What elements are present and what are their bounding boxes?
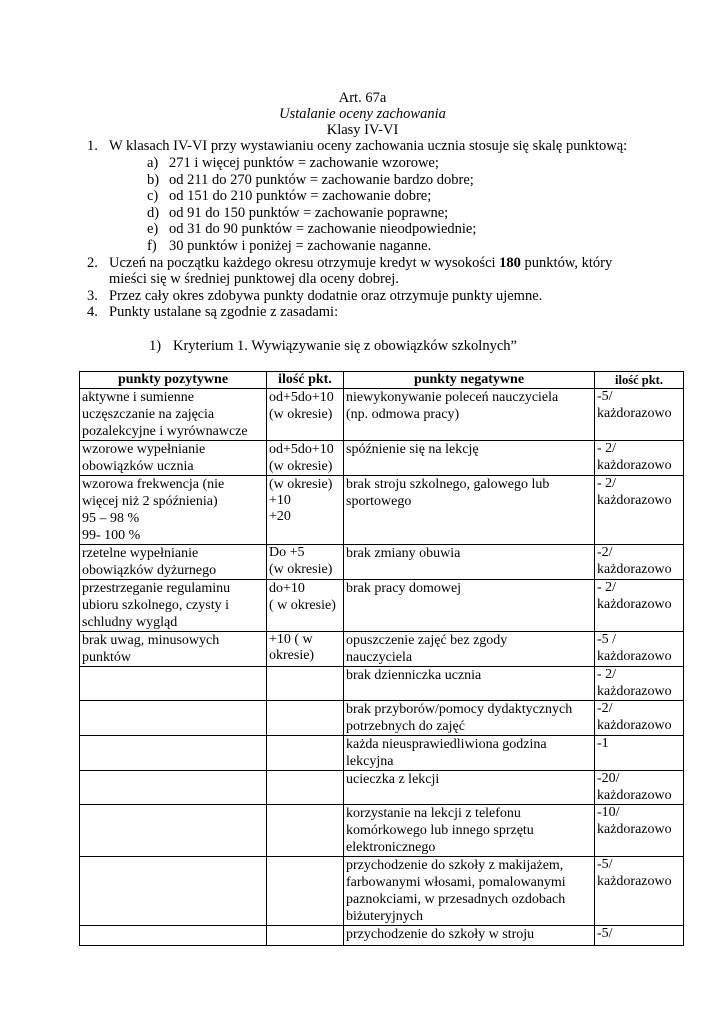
cell-text-line: +10 [269, 493, 291, 508]
negative-points-cell [595, 926, 684, 946]
positive-points-cell [267, 736, 344, 771]
negative-behavior-cell [344, 736, 595, 771]
cell-text-line: każdorazowo [597, 684, 672, 699]
cell-text-line: -5/ [597, 857, 613, 872]
scale-letter: c) [147, 188, 159, 204]
criterion-number: 1) [149, 338, 162, 354]
cell-text-line: każdorazowo [597, 597, 672, 612]
positive-behavior-cell [80, 805, 267, 857]
article-subtitle: Ustalanie oceny zachowania [279, 106, 446, 122]
cell-text-line: każdorazowo [597, 458, 672, 473]
cell-text-line: 95 – 98 % [82, 511, 140, 526]
article-number: Art. 67a [338, 90, 387, 106]
positive-behavior-cell [80, 632, 267, 667]
negative-points-cell [595, 580, 684, 632]
cell-text-line: ucieczka z lekcji [346, 772, 440, 787]
cell-text-line: brak stroju szkolnego, galowego lub [346, 477, 550, 492]
cell-text-line: każda nieusprawiedliwiona godzina [346, 737, 547, 752]
cell-text-line: lekcyjna [346, 754, 394, 769]
negative-behavior-cell [344, 771, 595, 805]
scale-item: 30 punktów i poniżej = zachowanie naganne. [169, 238, 432, 254]
cell-text-line: wzorowe wypełnianie [82, 442, 206, 457]
cell-text-line: każdorazowo [597, 788, 672, 803]
negative-points-cell [595, 736, 684, 771]
negative-behavior-cell [344, 926, 595, 946]
cell-text-line: ( w okresie) [269, 598, 336, 613]
cell-text-line: -20/ [597, 771, 620, 786]
positive-behavior-cell [80, 667, 267, 701]
positive-points-cell [267, 545, 344, 580]
cell-text-line: +20 [269, 509, 291, 524]
point-text-part: punktów, który [520, 255, 613, 271]
cell-text-line: od+5do+10 [269, 442, 334, 457]
negative-behavior-cell [344, 805, 595, 857]
cell-text-line: przychodzenie do szkoły z makijażem, [346, 858, 564, 873]
positive-behavior-cell [80, 545, 267, 580]
scale-letter: e) [147, 221, 159, 237]
table-row [80, 771, 684, 805]
cell-text-line: punktów [82, 650, 131, 665]
cell-text-line: potrzebnych do zajęć [346, 719, 465, 734]
table-row [80, 701, 684, 736]
negative-behavior-cell [344, 476, 595, 545]
positive-points-cell [267, 771, 344, 805]
points-table [79, 371, 684, 946]
cell-text-line: -5/ [597, 389, 613, 404]
negative-behavior-cell [344, 667, 595, 701]
cell-text-line: uczęszczanie na zajęcia [82, 407, 215, 422]
positive-points-cell [267, 701, 344, 736]
cell-text-line: +10 ( w [269, 632, 313, 647]
cell-text-line: do+10 [269, 581, 305, 596]
table-header-row [80, 372, 684, 389]
negative-points-cell [595, 545, 684, 580]
negative-points-cell [595, 771, 684, 805]
negative-points-cell [595, 441, 684, 476]
point-text: Punkty ustalane są zgodnie z zasadami: [109, 304, 339, 320]
credit-amount: 180 [499, 255, 521, 271]
point-text [109, 255, 612, 272]
cell-text-line: każdorazowo [597, 718, 672, 733]
table-row [80, 580, 684, 632]
scale-letter: a) [147, 155, 159, 171]
scale-item: od 91 do 150 punktów = zachowanie poprawne; [169, 205, 449, 221]
positive-behavior-cell [80, 926, 267, 946]
scale-item: 271 i więcej punktów = zachowanie wzorowe; [169, 155, 439, 171]
negative-points-cell [595, 389, 684, 441]
point-text: Przez cały okres zdobywa punkty dodatnie oraz otrzymuje punkty ujemne. [109, 288, 543, 304]
cell-text-line: pozalekcyjne i wyrównawcze [82, 424, 248, 439]
cell-text-line: -5 / [597, 632, 617, 647]
cell-text-line: niewykonywanie poleceń nauczyciela [346, 390, 559, 405]
cell-text-line: każdorazowo [597, 649, 672, 664]
point-number: 2. [87, 255, 98, 271]
cell-text-line: - 2/ [597, 667, 617, 682]
cell-text-line: -2/ [597, 701, 613, 716]
cell-text-line: każdorazowo [597, 406, 672, 421]
cell-text-line: przestrzeganie regulaminu [82, 581, 231, 596]
table-row [80, 736, 684, 771]
cell-text-line: - 2/ [597, 441, 617, 456]
cell-text-line: każdorazowo [597, 562, 672, 577]
cell-text-line: każdorazowo [597, 874, 672, 889]
scale-letter: d) [147, 205, 160, 221]
cell-text-line: wzorowa frekwencja (nie [82, 477, 225, 492]
negative-behavior-cell [344, 389, 595, 441]
negative-points-cell [595, 476, 684, 545]
positive-behavior-cell [80, 857, 267, 926]
negative-behavior-cell [344, 857, 595, 926]
point-number: 3. [87, 288, 98, 304]
positive-behavior-cell [80, 389, 267, 441]
positive-points-cell [267, 441, 344, 476]
cell-text-line: brak pracy domowej [346, 581, 462, 596]
cell-text-line: obowiązków ucznia [82, 459, 194, 474]
negative-points-cell [595, 632, 684, 667]
negative-points-cell [595, 857, 684, 926]
table-row [80, 389, 684, 441]
table-row [80, 805, 684, 857]
positive-behavior-cell [80, 771, 267, 805]
positive-points-cell [267, 389, 344, 441]
cell-text-line: brak przyborów/pomocy dydaktycznych [346, 702, 573, 717]
positive-points-cell [267, 476, 344, 545]
point-text: mieści się w średniej punktowej dla oceny dobrej. [109, 271, 399, 287]
cell-text-line: - 2/ [597, 580, 617, 595]
cell-text-line: korzystanie na lekcji z telefonu [346, 806, 521, 821]
positive-points-cell [267, 926, 344, 946]
cell-text-line: -1 [597, 736, 609, 751]
cell-text-line: -2/ [597, 545, 613, 560]
cell-text-line: spóźnienie się na lekcję [346, 442, 479, 457]
positive-behavior-cell [80, 441, 267, 476]
positive-behavior-cell [80, 580, 267, 632]
cell-text-line: sportowego [346, 494, 412, 509]
table-row [80, 926, 684, 946]
table-row [80, 667, 684, 701]
header-positive-quantity: ilość pkt. [267, 372, 344, 389]
scale-letter: f) [147, 238, 157, 254]
cell-text-line: aktywne i sumienne [82, 390, 194, 405]
negative-points-cell [595, 667, 684, 701]
cell-text-line: brak zmiany obuwia [346, 546, 461, 561]
negative-behavior-cell [344, 632, 595, 667]
cell-text-line: od+5do+10 [269, 390, 334, 405]
cell-text-line: - 2/ [597, 476, 617, 491]
negative-points-cell [595, 805, 684, 857]
cell-text-line: każdorazowo [597, 493, 672, 508]
positive-points-cell [267, 632, 344, 667]
cell-text-line: obowiązków dyżurnego [82, 563, 217, 578]
cell-text-line: każdorazowo [597, 822, 672, 837]
negative-behavior-cell [344, 701, 595, 736]
scale-item: od 31 do 90 punktów = zachowanie nieodpowiednie; [169, 221, 477, 237]
cell-text-line: -10/ [597, 805, 620, 820]
cell-text-line: więcej niż 2 spóźnienia) [82, 494, 218, 509]
cell-text-line: (w okresie) [269, 459, 333, 474]
positive-points-cell [267, 805, 344, 857]
cell-text-line: nauczyciela [346, 650, 413, 665]
criterion-heading: Kryterium 1. Wywiązywanie się z obowiązków szkolnych” [173, 338, 517, 354]
classes-heading: Klasy IV-VI [326, 122, 399, 138]
cell-text-line: paznokciami, w przesadnych ozdobach [346, 892, 566, 907]
table-row [80, 476, 684, 545]
cell-text-line: ubioru szkolnego, czysty i [82, 598, 229, 613]
negative-behavior-cell [344, 580, 595, 632]
cell-text-line: opuszczenie zajęć bez zgody [346, 633, 508, 648]
point-text-part: Uczeń na początku każdego okresu otrzymuje kredyt w wysokości [109, 255, 500, 271]
positive-behavior-cell [80, 701, 267, 736]
scale-item: od 211 do 270 punktów = zachowanie bardzo dobre; [169, 172, 474, 188]
negative-behavior-cell [344, 441, 595, 476]
cell-text-line: brak dzienniczka ucznia [346, 668, 482, 683]
cell-text-line: 99- 100 % [82, 528, 141, 543]
cell-text-line: elektronicznego [346, 840, 436, 855]
cell-text-line: -5/ [597, 926, 613, 941]
table-row [80, 632, 684, 667]
positive-points-cell [267, 667, 344, 701]
negative-points-cell [595, 701, 684, 736]
point-number: 4. [87, 304, 98, 320]
table-row [80, 857, 684, 926]
cell-text-line: biżuteryjnych [346, 909, 423, 924]
cell-text-line: (w okresie) [269, 407, 333, 422]
cell-text-line: (w okresie) [269, 562, 333, 577]
header-negative-points: punkty negatywne [344, 372, 595, 389]
cell-text-line: komórkowego lub innego sprzętu [346, 823, 534, 838]
scale-letter: b) [147, 172, 160, 188]
positive-behavior-cell [80, 736, 267, 771]
cell-text-line: (np. odmowa pracy) [346, 407, 460, 422]
cell-text-line: schludny wygląd [82, 615, 178, 630]
positive-points-cell [267, 857, 344, 926]
scale-item: od 151 do 210 punktów = zachowanie dobre; [169, 188, 432, 204]
header-positive-points: punkty pozytywne [80, 372, 267, 389]
point-text: W klasach IV-VI przy wystawianiu oceny zachowania ucznia stosuje się skalę punktową: [109, 138, 628, 154]
cell-text-line: (w okresie) [269, 477, 333, 492]
cell-text-line: Do +5 [269, 545, 305, 560]
header-negative-quantity: ilość pkt. [595, 372, 684, 389]
table-row [80, 545, 684, 580]
cell-text-line: farbowanymi włosami, pomalowanymi [346, 875, 566, 890]
table-row [80, 441, 684, 476]
cell-text-line: brak uwag, minusowych [82, 633, 220, 648]
cell-text-line: rzetelne wypełnianie [82, 546, 199, 561]
cell-text-line: przychodzenie do szkoły w stroju [346, 927, 535, 942]
negative-behavior-cell [344, 545, 595, 580]
positive-points-cell [267, 580, 344, 632]
positive-behavior-cell [80, 476, 267, 545]
point-number: 1. [87, 138, 98, 154]
cell-text-line: okresie) [269, 648, 315, 663]
